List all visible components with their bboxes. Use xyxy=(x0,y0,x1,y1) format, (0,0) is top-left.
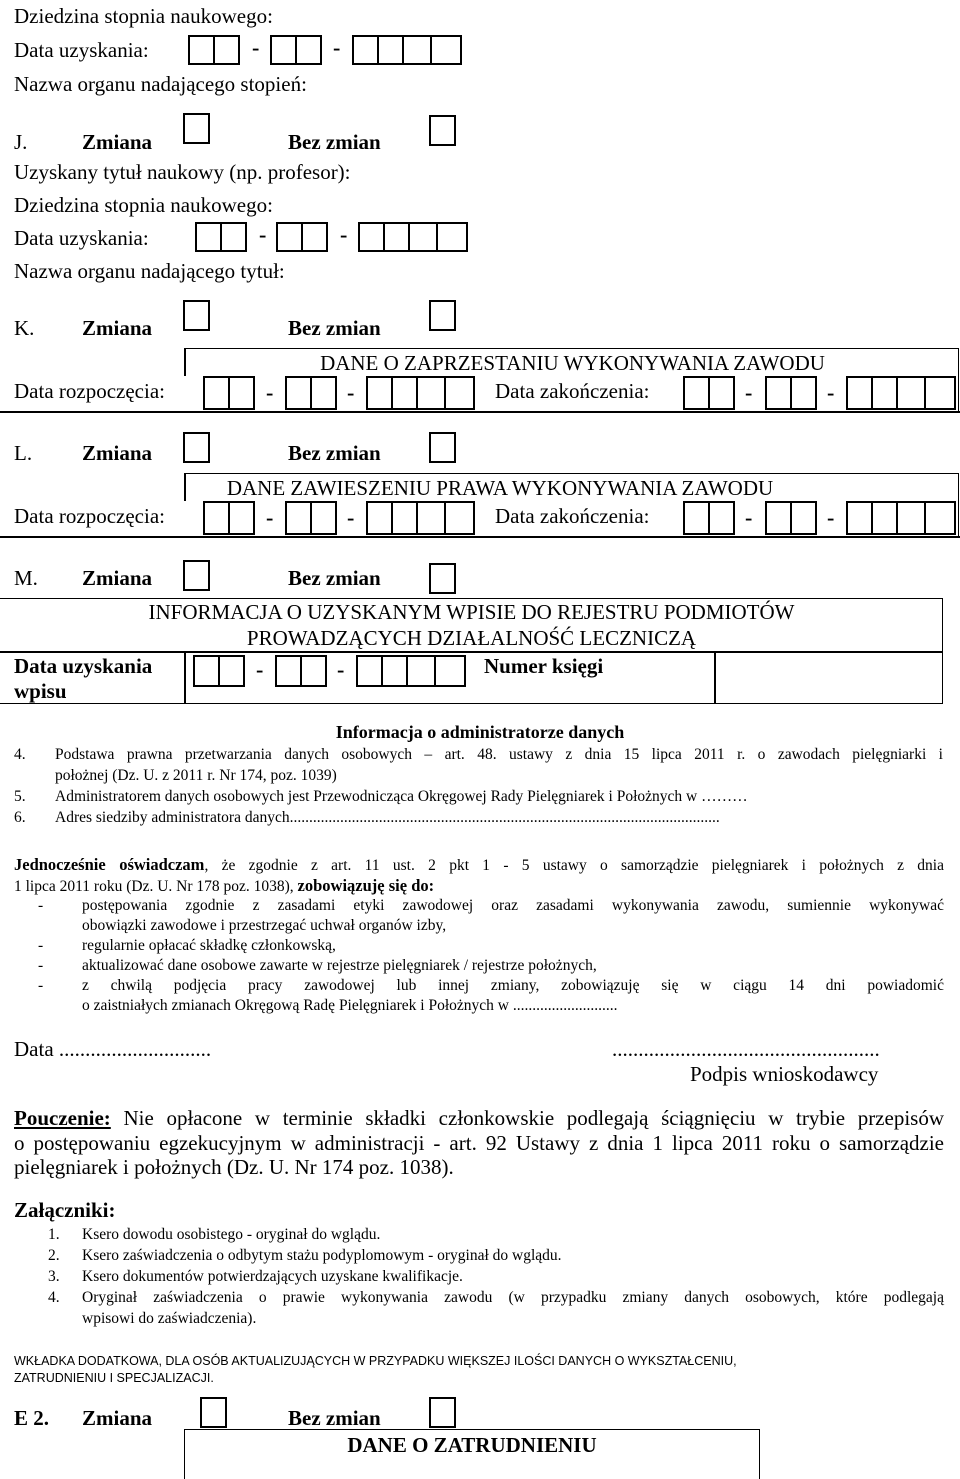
section-heading: DANE O ZATRUDNIENIU xyxy=(347,1433,597,1457)
digit-cell[interactable] xyxy=(430,35,462,65)
list-number: 3. xyxy=(48,1268,60,1285)
date-separator: - xyxy=(347,505,355,530)
declaration-lead: Jednocześnie oświadczam xyxy=(14,855,205,874)
date-separator: - xyxy=(259,222,267,247)
digit-cell[interactable] xyxy=(683,501,710,535)
section-e2-letter: E 2. xyxy=(14,1406,50,1430)
declaration-item: o zaistniałych zmianach Okręgową Radę Pielęgniarek i Położnych w ........................... xyxy=(82,997,618,1014)
digit-cell[interactable] xyxy=(444,376,475,410)
date-separator: - xyxy=(827,505,835,530)
digit-cell[interactable] xyxy=(377,35,404,65)
digit-cell[interactable] xyxy=(391,501,418,535)
digit-cell[interactable] xyxy=(285,501,312,535)
section-heading: DANE O ZAPRZESTANIU WYKONYWANIA ZAWODU xyxy=(320,351,825,375)
change-label: Zmiana xyxy=(82,566,153,590)
date-separator: - xyxy=(256,657,264,682)
declaration-line xyxy=(14,855,944,875)
organ-label: Nazwa organu nadającego tytuł: xyxy=(14,259,285,283)
digit-cell[interactable] xyxy=(295,35,322,65)
change-label: Zmiana xyxy=(82,130,153,154)
field-label: Dziedzina stopnia naukowego: xyxy=(14,4,273,28)
digit-cell[interactable] xyxy=(871,501,898,535)
digit-cell[interactable] xyxy=(444,501,475,535)
section-k-letter: K. xyxy=(14,316,35,340)
notice-text: pielęgniarek i położnych (Dz. U. Nr 174 poz. 1038). xyxy=(14,1155,454,1179)
signature-label: Podpis wnioskodawcy xyxy=(690,1062,879,1086)
date-separator: - xyxy=(347,380,355,405)
digit-cell[interactable] xyxy=(408,222,438,252)
date-separator: - xyxy=(745,505,753,530)
section-heading: PROWADZĄCYCH DZIAŁALNOŚĆ LECZNICZĄ xyxy=(246,626,697,650)
list-number: 5. xyxy=(14,788,26,805)
no-change-checkbox[interactable] xyxy=(429,300,456,331)
admin-item: Administratorem danych osobowych jest Przewodnicząca Okręgowej Rady Pielęgniarek i Położnych w ……… xyxy=(55,788,748,805)
digit-cell[interactable] xyxy=(301,222,328,252)
digit-cell[interactable] xyxy=(402,35,432,65)
date-separator: - xyxy=(333,35,341,60)
digit-cell[interactable] xyxy=(436,222,468,252)
date-separator: - xyxy=(266,380,274,405)
attachment-item: wpisowi do zaświadczenia). xyxy=(82,1310,257,1327)
date-separator: - xyxy=(340,222,348,247)
digit-cell[interactable] xyxy=(195,222,222,252)
signature-line[interactable]: ................................................... xyxy=(612,1037,880,1061)
divider xyxy=(0,411,960,413)
digit-cell[interactable] xyxy=(683,376,710,410)
digit-cell[interactable] xyxy=(203,376,230,410)
declaration-item: aktualizować dane osobowe zawarte w rejestrze pielęgniarek / rejestrze położnych, xyxy=(82,957,597,974)
no-change-checkbox[interactable] xyxy=(429,115,456,146)
section-m-letter: M. xyxy=(14,566,38,590)
digit-cell[interactable] xyxy=(896,376,926,410)
date-label: Data uzyskania: xyxy=(14,38,149,62)
digit-cell[interactable] xyxy=(708,376,735,410)
digit-cell[interactable] xyxy=(708,501,735,535)
digit-cell[interactable] xyxy=(765,501,792,535)
digit-cell[interactable] xyxy=(924,376,956,410)
digit-cell[interactable] xyxy=(193,655,220,687)
declaration-item: z chwilą podjęcia pracy zawodowej lub innej zmiany, zobowiązuję się w ciągu 14 dni powiadomić xyxy=(82,977,944,994)
field-label: Dziedzina stopnia naukowego: xyxy=(14,193,273,217)
notice-text: Nie opłacone w terminie składki członkowskie podlegają ściągnięciu w trybie przepisów xyxy=(110,1106,944,1130)
no-change-checkbox[interactable] xyxy=(429,1397,456,1428)
no-change-label: Bez zmian xyxy=(288,130,381,154)
digit-cell[interactable] xyxy=(356,655,383,687)
book-number-label: Numer księgi xyxy=(484,654,604,678)
list-number: 4. xyxy=(48,1289,60,1306)
list-number: 1. xyxy=(48,1226,60,1243)
declaration-text: , że zgodnie z art. 11 ust. 2 pkt 1 - 5 ustawy o samorządzie pielęgniarek i położnych z dnia xyxy=(204,857,944,874)
no-change-checkbox[interactable] xyxy=(429,563,456,594)
no-change-label: Bez zmian xyxy=(288,316,381,340)
entry-date-label: Data uzyskania xyxy=(14,654,153,678)
admin-item: Podstawa prawna przetwarzania danych osobowych – art. 48. ustawy z dnia 15 lipca 2011 r. o zawodach pielęgniarki i xyxy=(55,746,943,763)
digit-cell[interactable] xyxy=(383,222,410,252)
digit-cell[interactable] xyxy=(276,222,303,252)
bullet: - xyxy=(38,897,44,914)
change-label: Zmiana xyxy=(82,1406,153,1430)
no-change-label: Bez zmian xyxy=(288,441,381,465)
digit-cell[interactable] xyxy=(358,222,385,252)
date-signature-field[interactable]: Data ............................. xyxy=(14,1037,212,1061)
date-separator: - xyxy=(337,657,345,682)
admin-item: Adres siedziby administratora danych............................................................................................................... xyxy=(55,809,720,826)
no-change-checkbox[interactable] xyxy=(429,432,456,463)
divider xyxy=(0,651,943,653)
digit-cell[interactable] xyxy=(203,501,230,535)
digit-cell[interactable] xyxy=(416,376,446,410)
notice-label: Pouczenie: xyxy=(14,1106,111,1130)
section-heading: INFORMACJA O UZYSKANYM WPISIE DO REJESTRU PODMIOTÓW xyxy=(148,600,795,624)
declaration-line xyxy=(14,876,434,896)
digit-cell[interactable] xyxy=(300,655,327,687)
notice-text: o postępowaniu egzekucyjnym w administracji - art. 92 Ustawy z dnia 1 lipca 2011 roku o samorządzie xyxy=(14,1131,944,1155)
change-checkbox[interactable] xyxy=(183,560,210,591)
change-checkbox[interactable] xyxy=(200,1397,227,1428)
start-date-label: Data rozpoczęcia: xyxy=(14,379,165,403)
divider xyxy=(714,651,716,704)
digit-cell[interactable] xyxy=(228,501,255,535)
digit-cell[interactable] xyxy=(434,655,466,687)
insert-note: WKŁADKA DODATKOWA, DLA OSÓB AKTUALIZUJĄCYCH W PRZYPADKU WIĘKSZEJ ILOŚCI DANYCH O WYKSZTAŁCENIU, xyxy=(14,1354,737,1368)
digit-cell[interactable] xyxy=(381,655,408,687)
change-label: Zmiana xyxy=(82,441,153,465)
no-change-label: Bez zmian xyxy=(288,1406,381,1430)
entry-date-label: wpisu xyxy=(14,679,67,703)
digit-cell[interactable] xyxy=(366,501,393,535)
attachment-item: Ksero dokumentów potwierdzających uzyskane kwalifikacje. xyxy=(82,1268,463,1285)
section-j-letter: J. xyxy=(14,130,28,154)
list-number: 6. xyxy=(14,809,26,826)
digit-cell[interactable] xyxy=(790,376,817,410)
date-label: Data uzyskania: xyxy=(14,226,149,250)
attachment-item: Oryginał zaświadczenia o prawie wykonywania zawodu (w przypadku zmiany danych osobowych, które podlegają xyxy=(82,1289,944,1306)
notice-line xyxy=(14,1106,944,1131)
end-date-label: Data zakończenia: xyxy=(495,504,650,528)
list-number: 2. xyxy=(48,1247,60,1264)
declaration-text: 1 lipca 2011 roku (Dz. U. Nr 178 poz. 1038), xyxy=(14,878,298,895)
attachment-item: Ksero zaświadczenia o odbytym stażu podyplomowym - oryginał do wglądu. xyxy=(82,1247,562,1264)
no-change-label: Bez zmian xyxy=(288,566,381,590)
digit-cell[interactable] xyxy=(220,222,247,252)
declaration-item: postępowania zgodnie z zasadami etyki zawodowej oraz zasadami wykonywania zawodu, sumiennie wykonywać xyxy=(82,897,944,914)
attachment-item: Ksero dowodu osobistego - oryginał do wglądu. xyxy=(82,1226,381,1243)
change-checkbox[interactable] xyxy=(183,300,210,331)
change-checkbox[interactable] xyxy=(183,113,210,144)
declaration-item: obowiązki zawodowe i przestrzegać uchwał organów izby, xyxy=(82,917,447,934)
change-label: Zmiana xyxy=(82,316,153,340)
bullet: - xyxy=(38,977,44,994)
digit-cell[interactable] xyxy=(270,35,297,65)
admin-item: położnej (Dz. U. z 2011 r. Nr 174, poz. 1039) xyxy=(55,767,337,784)
digit-cell[interactable] xyxy=(391,376,418,410)
organ-label: Nazwa organu nadającego stopień: xyxy=(14,72,307,96)
digit-cell[interactable] xyxy=(188,35,215,65)
list-number: 4. xyxy=(14,746,26,763)
date-separator: - xyxy=(827,380,835,405)
admin-heading: Informacja o administratorze danych xyxy=(335,722,625,742)
digit-cell[interactable] xyxy=(275,655,302,687)
digit-cell[interactable] xyxy=(896,501,926,535)
insert-note: ZATRUDNIENIU I SPECJALIZACJI. xyxy=(14,1371,214,1385)
end-date-label: Data zakończenia: xyxy=(495,379,650,403)
digit-cell[interactable] xyxy=(871,376,898,410)
digit-cell[interactable] xyxy=(846,501,873,535)
digit-cell[interactable] xyxy=(213,35,240,65)
digit-cell[interactable] xyxy=(790,501,817,535)
digit-cell[interactable] xyxy=(416,501,446,535)
bullet: - xyxy=(38,937,44,954)
digit-cell[interactable] xyxy=(228,376,255,410)
digit-cell[interactable] xyxy=(406,655,436,687)
digit-cell[interactable] xyxy=(310,376,337,410)
declaration-obligation: zobowiązuję się do: xyxy=(297,876,435,895)
declaration-item: regularnie opłacać składkę członkowską, xyxy=(82,937,336,954)
digit-cell[interactable] xyxy=(310,501,337,535)
digit-cell[interactable] xyxy=(352,35,379,65)
date-separator: - xyxy=(745,380,753,405)
digit-cell[interactable] xyxy=(924,501,956,535)
attachments-label: Załączniki: xyxy=(14,1198,116,1222)
date-separator: - xyxy=(266,505,274,530)
change-checkbox[interactable] xyxy=(183,432,210,463)
section-heading: DANE ZAWIESZENIU PRAWA WYKONYWANIA ZAWODU xyxy=(226,476,774,500)
divider xyxy=(184,651,186,704)
digit-cell[interactable] xyxy=(765,376,792,410)
digit-cell[interactable] xyxy=(218,655,245,687)
digit-cell[interactable] xyxy=(366,376,393,410)
bullet: - xyxy=(38,957,44,974)
digit-cell[interactable] xyxy=(846,376,873,410)
date-separator: - xyxy=(252,35,260,60)
start-date-label: Data rozpoczęcia: xyxy=(14,504,165,528)
title-label: Uzyskany tytuł naukowy (np. profesor): xyxy=(14,160,351,184)
digit-cell[interactable] xyxy=(285,376,312,410)
divider xyxy=(0,536,960,538)
section-l-letter: L. xyxy=(14,441,33,465)
